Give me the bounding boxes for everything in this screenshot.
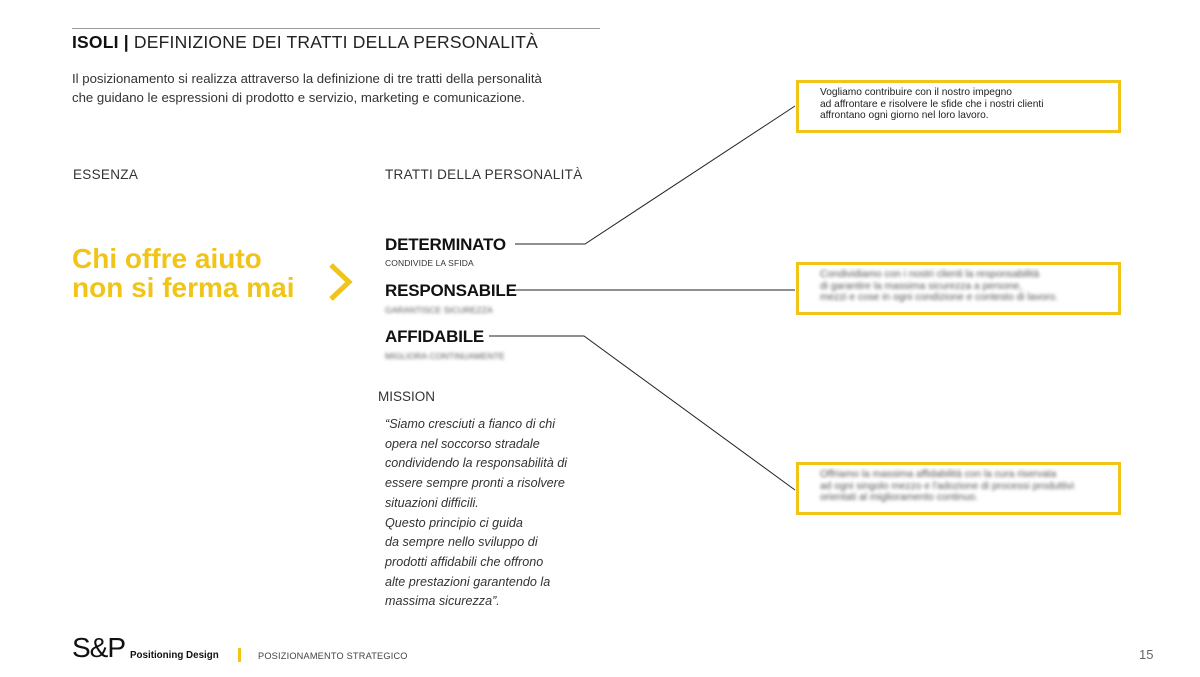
mission-line: opera nel soccorso stradale [385, 436, 540, 451]
title-text: DEFINIZIONE DEI TRATTI DELLA PERSONALITÀ [133, 32, 539, 52]
sp-logo: S&P [72, 632, 126, 663]
trait-responsabile-sub: GARANTISCE SICUREZZA [385, 305, 493, 315]
title-brand: ISOLI | [72, 32, 129, 52]
mission-line: Questo principio ci guida [385, 515, 523, 530]
traits-label: TRATTI DELLA PERSONALITÀ [385, 167, 583, 182]
mission-line: condividendo la responsabilità di [385, 456, 568, 471]
box-line: Condividiamo con i nostri clienti la responsabilità [820, 269, 1040, 280]
mission-title: MISSION [378, 389, 436, 404]
box-line: di garantire la massima sicurezza a persone, [820, 280, 1023, 292]
trait-determinato-sub: CONDIVIDE LA SFIDA [385, 258, 474, 268]
box-affidabile [796, 462, 1121, 515]
mission-line: “Siamo cresciuti a fianco di chi [385, 417, 556, 431]
mission-line: prodotti affidabili che offrono [385, 554, 544, 569]
box-line: mezzi e cose in ogni condizione e contesto di lavoro. [820, 292, 1058, 303]
mission-line: essere sempre pronti a risolvere [385, 476, 565, 491]
intro-line: Il posizionamento si realizza attraverso la definizione di tre tratti della personalità [72, 71, 542, 86]
box-line: ad affrontare e risolvere le sfide che i nostri clienti [820, 98, 1044, 110]
trait-affidabile: AFFIDABILE [385, 327, 485, 346]
mission-text [385, 415, 567, 612]
slogan-line: Chi offre aiuto [72, 243, 262, 274]
essence-label: ESSENZA [73, 167, 139, 182]
logo-subtitle: Positioning Design [130, 650, 219, 661]
mission-line: massima sicurezza”. [385, 594, 500, 609]
slogan-line: non si ferma mai [72, 272, 295, 303]
footer-divider [238, 648, 241, 662]
page-number: 15 [1139, 647, 1154, 662]
intro-line: che guidano le espressioni di prodotto e servizio, marketing e comunicazione. [72, 90, 526, 105]
box-responsabile [796, 262, 1121, 315]
box-line: orientati al miglioramento continuo. [820, 492, 978, 503]
box-line: Vogliamo contribuire con il nostro impegno [820, 87, 1012, 98]
mission-line: da sempre nello sviluppo di [385, 535, 538, 550]
trait-determinato: DETERMINATO [385, 235, 506, 254]
box-determinato [796, 80, 1121, 133]
footer-section: POSIZIONAMENTO STRATEGICO [258, 651, 408, 661]
box-line: ad ogni singolo mezzo e l'adozione di processi produttivi [820, 480, 1074, 492]
mission-line: situazioni difficili. [385, 495, 479, 510]
trait-affidabile-sub: MIGLIORA CONTINUAMENTE [385, 351, 505, 361]
box-line: Offriamo la massima affidabilità con la cura riservata [820, 469, 1057, 480]
mission-line: alte prestazioni garantendo la [385, 574, 551, 589]
trait-responsabile: RESPONSABILE [385, 281, 517, 300]
box-line: affrontano ogni giorno nel loro lavoro. [820, 110, 989, 121]
connector-line-determinato [515, 106, 795, 244]
